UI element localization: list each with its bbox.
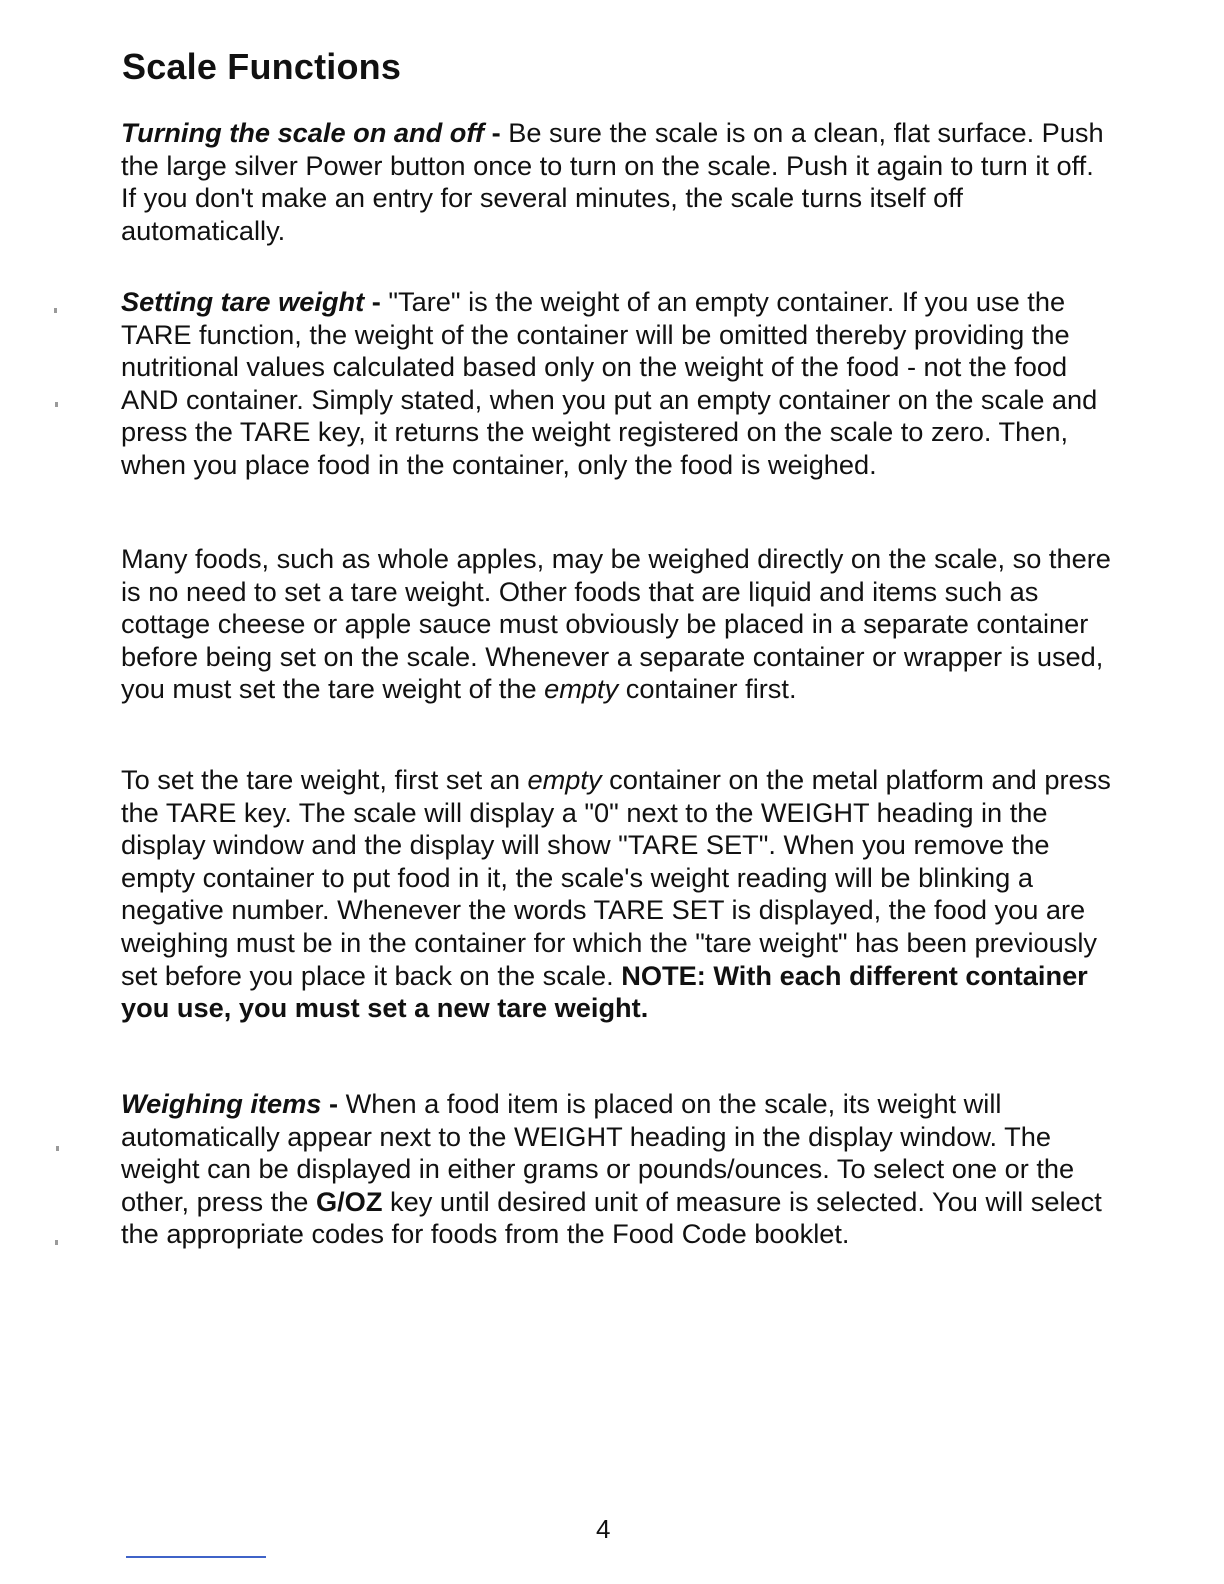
page-title: Scale Functions bbox=[122, 46, 402, 87]
turning-text: Be sure the scale is on a clean, flat surface. Push the large silver Power button once to turn on the scale. Push it again to turn it off. If you don't make an entry for several minutes, the scale turns itself off automatically. bbox=[121, 117, 1104, 246]
turning-lead: Turning the scale on and off bbox=[121, 117, 485, 148]
weighing-dash: - bbox=[321, 1088, 346, 1119]
scan-speck bbox=[56, 1146, 59, 1151]
paragraph-weighing-items bbox=[121, 1088, 1111, 1251]
paragraph-turning-on-off bbox=[121, 117, 1111, 247]
paragraph-setting-tare bbox=[121, 286, 1111, 482]
to-set-text-a: To set the tare weight, first set an bbox=[121, 764, 528, 795]
tare-text: "Tare" is the weight of an empty container. If you use the TARE function, the weight of the container will be omitted thereby providing the nutritional values calculated based only on the weight of the food - not the food AND container. Simply stated, when you put an empty container on the scale and press the TARE key, it returns the weight registered on the scale to zero. Then, when you place food in the container, only the food is weighed. bbox=[121, 286, 1098, 480]
to-set-emphasis: empty bbox=[527, 764, 602, 795]
weighing-text-a: When a food item is placed on the scale, its weight will automatically appear next to the WEIGHT heading in the display window. The weight can be displayed in either grams or pounds/ounces. To select one or the other, press the bbox=[121, 1088, 1075, 1217]
many-foods-emphasis: empty bbox=[544, 673, 619, 705]
tare-dash: - bbox=[364, 286, 389, 317]
scan-speck bbox=[54, 308, 57, 313]
paragraph-to-set-tare bbox=[121, 764, 1111, 1025]
scan-speck bbox=[55, 402, 58, 407]
page-number: 4 bbox=[596, 1514, 611, 1544]
tare-lead: Setting tare weight bbox=[121, 286, 365, 317]
bottom-divider bbox=[126, 1556, 266, 1558]
many-foods-text: Many foods, such as whole apples, may be weighed directly on the scale, so there is no need to set a tare weight. Other foods that are liquid and items such as cottage cheese or apple sauce must obviously be placed in a separate container before being set on the scale. Whenever a separate container or wrapper is used, you must set the tare weight of the bbox=[121, 543, 1111, 705]
many-foods-text-end: container first. bbox=[618, 673, 797, 705]
weighing-text-b: key until desired unit of measure is selected. You will select the appropriate codes for foods from the Food Code booklet. bbox=[121, 1185, 1102, 1250]
weighing-lead: Weighing items bbox=[121, 1088, 322, 1119]
tare-note: NOTE: With each different container you use, you must set a new tare weight. bbox=[121, 959, 1088, 1024]
scan-speck bbox=[55, 1240, 58, 1245]
turning-dash: - bbox=[484, 117, 509, 148]
paragraph-many-foods bbox=[121, 543, 1111, 706]
goz-key-label: G/OZ bbox=[315, 1185, 383, 1217]
to-set-text-b: container on the metal platform and press the TARE key. The scale will display a "0" next to the WEIGHT heading in the display window and the display will show "TARE SET". When you remove the empty container to put food in it, the scale's weight reading will be blinking a negative number. Whenever the words TARE SET is displayed, the food you are weighing must be in the container for which the "tare weight" has been previously set before you place it back on the scale. bbox=[121, 764, 1111, 991]
